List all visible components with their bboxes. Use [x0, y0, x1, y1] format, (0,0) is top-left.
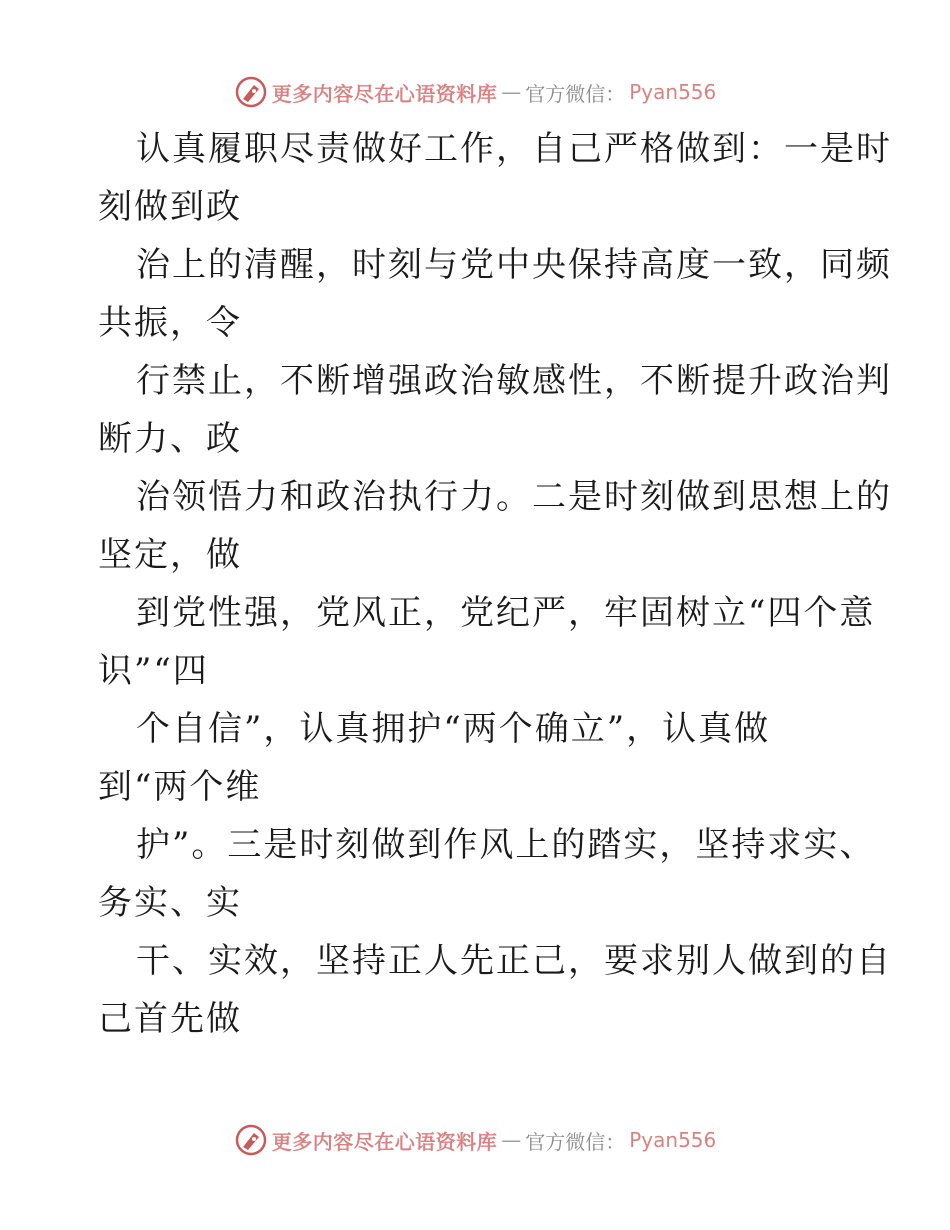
paragraph-line: 护”。三是时刻做到作风上的踏实，坚持求实、: [136, 825, 876, 865]
watermark-dash: —: [501, 1128, 522, 1152]
paragraph-line: 共振，令: [98, 303, 242, 343]
watermark-text: 更多内容尽在心语资料库: [271, 81, 498, 106]
footer-watermark: [0, 1120, 950, 1160]
watermark-text: 更多内容尽在心语资料库: [271, 1129, 498, 1154]
document-body: [98, 120, 892, 1048]
paragraph-line: 行禁止，不断增强政治敏感性，不断提升政治判: [136, 361, 892, 401]
paragraph-line: 到“两个维: [98, 767, 262, 807]
watermark-sub: 官方微信：: [525, 1129, 626, 1154]
paragraph-line: 干、实效，坚持正人先正己，要求别人做到的自: [136, 941, 892, 981]
paragraph-line: 治上的清醒，时刻与党中央保持高度一致，同频: [136, 245, 892, 285]
paragraph-line: 治领悟力和政治执行力。二是时刻做到思想上的: [136, 477, 892, 517]
paragraph-line: 断力、政: [98, 419, 242, 459]
paragraph-line: 识”“四: [98, 651, 209, 691]
watermark-id: Pyan556: [629, 80, 717, 104]
paragraph-line: 个自信”，认真拥护“两个确立”，认真做: [136, 709, 771, 749]
header-watermark: [0, 72, 950, 112]
watermark-id: Pyan556: [629, 1128, 717, 1152]
pen-nib-icon: [234, 75, 268, 109]
watermark-dash: —: [501, 80, 522, 104]
paragraph-line: 务实、实: [98, 883, 242, 923]
paragraph-line: 己首先做: [98, 999, 242, 1039]
pen-nib-icon: [234, 1123, 268, 1157]
paragraph-line: 坚定，做: [98, 535, 242, 575]
paragraph-line: 认真履职尽责做好工作，自己严格做到：一是时: [136, 129, 892, 169]
watermark-sub: 官方微信：: [525, 81, 626, 106]
paragraph-line: 到党性强，党风正，党纪严，牢固树立“四个意: [136, 593, 876, 633]
paragraph-line: 刻做到政: [98, 187, 242, 227]
